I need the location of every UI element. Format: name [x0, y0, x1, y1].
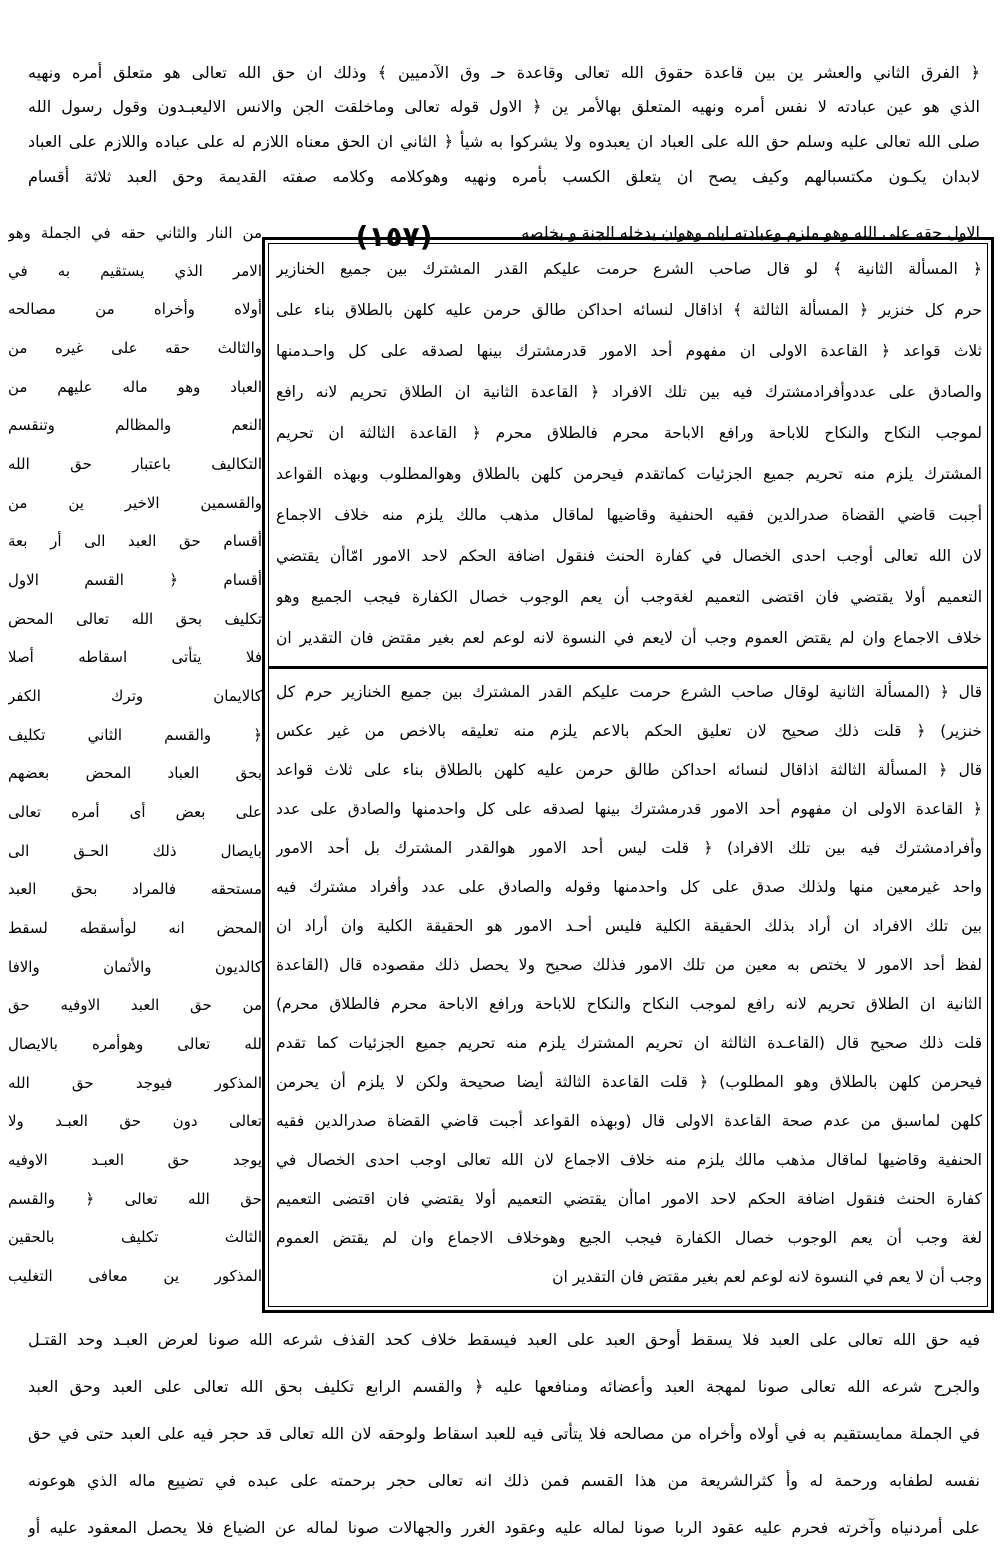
side-text-line: بحق العباد المحض بعضهم: [8, 764, 262, 782]
side-text-line: يوجد حق العبـد الاوفيه: [8, 1151, 262, 1169]
box-lower-line: فيحرمن كلهن بالطلاق وهو المطلوب) ﴿ قلت القاعدة الثالثة أيضا صحيحة ولكن لا يلزم أن يحرمن: [276, 1073, 982, 1091]
side-text-line: النعم والمظالم وتنقسم: [8, 416, 262, 434]
box-upper-line: ﴿ المسألة الثانية ﴾ لو قال صاحب الشرع حرمت عليكم القدر المشترك بين جميع الخنازير: [276, 260, 982, 278]
side-text-line: العباد وهو ماله عليهم من: [8, 378, 262, 396]
bottom-text-line: والجرح شرعه الله تعالى صونا لمهجة العبد وأعضائه ومنافعها عليه ﴿ والقسم الرابع تكليف بحق الله تعالى على العبد وحق العبد: [28, 1377, 980, 1396]
side-text-line: الثالث تكليف بالحقين: [8, 1228, 262, 1246]
side-text-line: المذكور فيوجد حق الله: [8, 1074, 262, 1092]
box-lower-line: وأفرادمشترك فيه بين تلك الافراد) ﴿ قلت ليس أحد الامور هوالقدر المشترك بل أحد الامور: [276, 839, 982, 857]
box-upper-line: والصادق على عددوأفرادمشترك فيه بين تلك الافراد ﴿ القاعدة الثانية ان الطلاق تحريم لانه رافع: [276, 383, 982, 401]
side-text-line: التكاليف باعتبار حق الله: [8, 455, 262, 473]
side-text-line: حق الله تعالى ﴿ والقسم: [8, 1190, 262, 1208]
side-text-line: أولاه وأخراه من مصالحه: [8, 300, 262, 318]
box-lower-line: الحنفية وقاضيها لماقال مذهب مالك يلزم منه خلاف الاجماع لان الله تعالى اوجب احدى الخصال في: [276, 1151, 982, 1169]
box-upper-line: أجبت قاضي القضاة صدرالدين فقيه الحنفية وقاضيها لماقال مذهب مالك يلزم منه خلاف الاجماع: [276, 506, 982, 524]
side-text-line: الامر الذي يستقيم به في: [8, 262, 262, 280]
side-text-line: لله تعالى وهوأمره بالايصال: [8, 1035, 262, 1053]
box-lower-line: ﴿ القاعدة الاولى ان مفهوم أحد الامور قدرمشترك بينها لصدقه على كل واحدمنها والصادق على عدد: [276, 800, 982, 818]
box-upper-line: ثلاث قواعد ﴿ القاعدة الاولى ان مفهوم أحد الامور قدرمشترك بينها لصدقه على كل واحـدمنها: [276, 342, 982, 360]
box-upper-line: لان الله تعالى أوجب احدى الخصال في كفارة الحنث فنقول اضافة الحكم لاحد الامور امّاأن يقتضي: [276, 547, 982, 565]
side-text-line: أقسام ﴿ القسم الاول: [8, 571, 262, 589]
top-text-line: لابدان يكـون مكتسبالهم وكيف يصح ان يتعلق الكسب بأمره ونهيه وهوكلامه وكلامه صفته القديمة وحق العبد ثلاثة أقسام: [28, 167, 980, 186]
top-text-line: ﴿ الفرق الثاني والعشر ين بين قاعدة حقوق الله تعالى وقاعدة حـ وق الآدميين ﴾ وذلك ان حق الله تعالى هو متعلق أمره ونهيه: [28, 63, 980, 82]
box-upper-line: التعميم أولا يقتضي فان اقتضى التعميم لغةوجب أن يعم الوجوب خصال الكفارة فيجب الجميع وهو: [276, 588, 982, 606]
box-lower-line: قال ﴿ المسألة الثالثة اذاقال لنسائه احداكن طالق حرمن عليه كلهن بالطلاق بناء على ثلاث قواعد: [276, 761, 982, 779]
side-text-line: كالديون والأثمان والافا: [8, 958, 262, 976]
side-text-line: المذكور ين معافى التغليب: [8, 1267, 262, 1285]
box-upper-line: خلاف الاجماع وان لم يقتض العموم وجب أن لايعم في النسوة لانه لوعم لعم بغير مقتض فان التقدير ان: [276, 629, 982, 647]
side-text-line: مستحقه فالمراد بحق العبد: [8, 880, 262, 898]
side-text-line: تكليف بحق الله تعالى المحض: [8, 610, 262, 628]
page-number: (١٥٧): [334, 217, 454, 257]
bottom-text-line: فيه حق الله تعالى على العبد فلا يسقط أوحق العبد على العبد فيسقط خلاف كحد القذف شرعه الله صونا لعرض العبـد وحد القتـل: [28, 1330, 980, 1349]
side-text-line: والثالث حقه على غيره من: [8, 339, 262, 357]
box-lower-line: كلهن لماسبق من عدم صحة القاعدة الاولى قال (وبهذه القواعد أجبت قاضي القضاة صدرالدين فقيه: [276, 1112, 982, 1130]
box-lower-line: كفارة الحنث فنقول اضافة الحكم لاحد الامور اماأن يقتضي التعميم أولا يقتضي فان اقتضى التعميم: [276, 1190, 982, 1208]
bottom-text-line: على أمردنياه وآخرته فحرم عليه عقود الربا صونا لماله عليه وعقود الغرر والجهالات صونا لماله عن الضياع فلا يحصل المعقود عليه أو: [28, 1518, 980, 1537]
side-text-line: من حق العبد الاوفيه حق: [8, 996, 262, 1014]
box-upper-line: المشترك يلزم منه تحريم جميع الجزئيات كماتقدم فيحرمن كلهن بالطلاق وهوالمطلوب وبهذه القواعد: [276, 465, 982, 483]
box-upper-line: حرم كل خنزير ﴿ المسألة الثالثة ﴾ اذاقال لنسائه احداكن طالق حرمن عليه كلهن بالطلاق بناء على: [276, 301, 982, 319]
box-lower-line: وجب أن لا يعم في النسوة لانه لوعم لعم بغير مقتض فان التقدير ان: [552, 1268, 982, 1286]
box-lower-line: قلت ذلك صحيح قال (القاعـدة الثالثة ان تحريم المشترك يلزم منه تحريم جميع الجزئيات كما تقدم: [276, 1034, 982, 1052]
side-text-line: كالايمان وترك الكفر: [8, 687, 262, 705]
box-lower-line: واحد غيرمعين منها ولذلك صدق على كل واحدمنها وقوله والصادق على عدد وأفراد مشترك فيه: [276, 878, 982, 896]
box-lower-line: خنزير) ﴿ قلت ذلك صحيح لان تعليق الحكم بالاعم يلزم منه تعليقه بالاخص من غير عكس: [276, 722, 982, 740]
side-text-line: ﴿ والقسم الثاني تكليف: [8, 726, 262, 744]
box-lower-line: قال ﴿ (المسألة الثانية لوقال صاحب الشرع حرمت عليكم القدر المشترك بين جميع الخنازير حرم كل: [276, 683, 982, 701]
bottom-text-line: في الجملة ممايستقيم به في أولاه وأخراه من مصالحه فلا يتأتى فيه للعبد اسقاط ولوحقه لان الله تعالى قد حجر فيه على العبد حتى في حق: [28, 1424, 980, 1443]
top-text-line-continuation: من النار والثاني حقه في الجملة وهو: [8, 224, 262, 242]
side-text-line: بايصال ذلك الحـق الى: [8, 842, 262, 860]
side-text-line: فلا يتأتى اسقاطه أصلا: [8, 648, 262, 666]
box-lower-line: لغة وجب أن يعم الوجوب خصال الكفارة فيجب الجيع وهوخلاف الاجماع وان لم يقتض العموم: [276, 1229, 982, 1247]
side-text-line: تعالى دون حق العبـد ولا: [8, 1112, 262, 1130]
top-text-line: صلى الله تعالى عليه وسلم حق الله على العباد ان يعبدوه ولا يشركوا به شيأ ﴿ الثاني ان الحق معناه اللازم له على عباده واللازم على العباد: [28, 132, 980, 151]
side-text-line: المحض انه لوأسقطه لسقط: [8, 919, 262, 937]
box-lower-line: بين تلك الافراد ان أراد بذلك الحقيقة الكلية فليس أحـد الامور هو الحقيقة الكلية وان أراد ان: [276, 917, 982, 935]
commentary-divider: [268, 666, 988, 669]
top-text-line: الذي هو عين عبادته لا نفس أمره ونهيه المتعلق بهالأمر ين ﴿ الاول قوله تعالى وماخلقت الجن والانس الاليعبـدون وقول رسول الله: [28, 97, 980, 116]
box-upper-line: لموجب النكاح والنكاح للاباحة ورافع الاباحة محرم فالطلاق محرم ﴿ القاعدة الثالثة ان تحريم: [276, 424, 982, 442]
box-lower-line: لفظ أحد الامور لا يختص به معين من تلك الامور فذلك صحيح ولا يحصل ذلك مقصوده قال (القاعدة: [276, 956, 982, 974]
top-text-line: الاول حقه على الله وهو ملزم وعبادته اياه وهوان يدخله الجنة و يخلصه: [521, 223, 980, 242]
side-text-line: والقسمين الاخير ين من: [8, 494, 262, 512]
box-lower-line: الثانية ان الطلاق تحريم لانه رافع لموجب النكاح والنكاح للاباحة ورافع الاباحة محرم فالطلاق محرم): [276, 995, 982, 1013]
side-text-line: أقسام حق العبد الى أر بعة: [8, 532, 262, 550]
side-text-line: على بعض أى أمره تعالى: [8, 803, 262, 821]
bottom-text-line: نفسه لطفابه ورحمة له وأ كثرالشريعة من هذا القسم فمن ذلك انه تعالى حجر برحمته على عبده في تضييع ماله الذي هوعونه: [28, 1471, 980, 1490]
